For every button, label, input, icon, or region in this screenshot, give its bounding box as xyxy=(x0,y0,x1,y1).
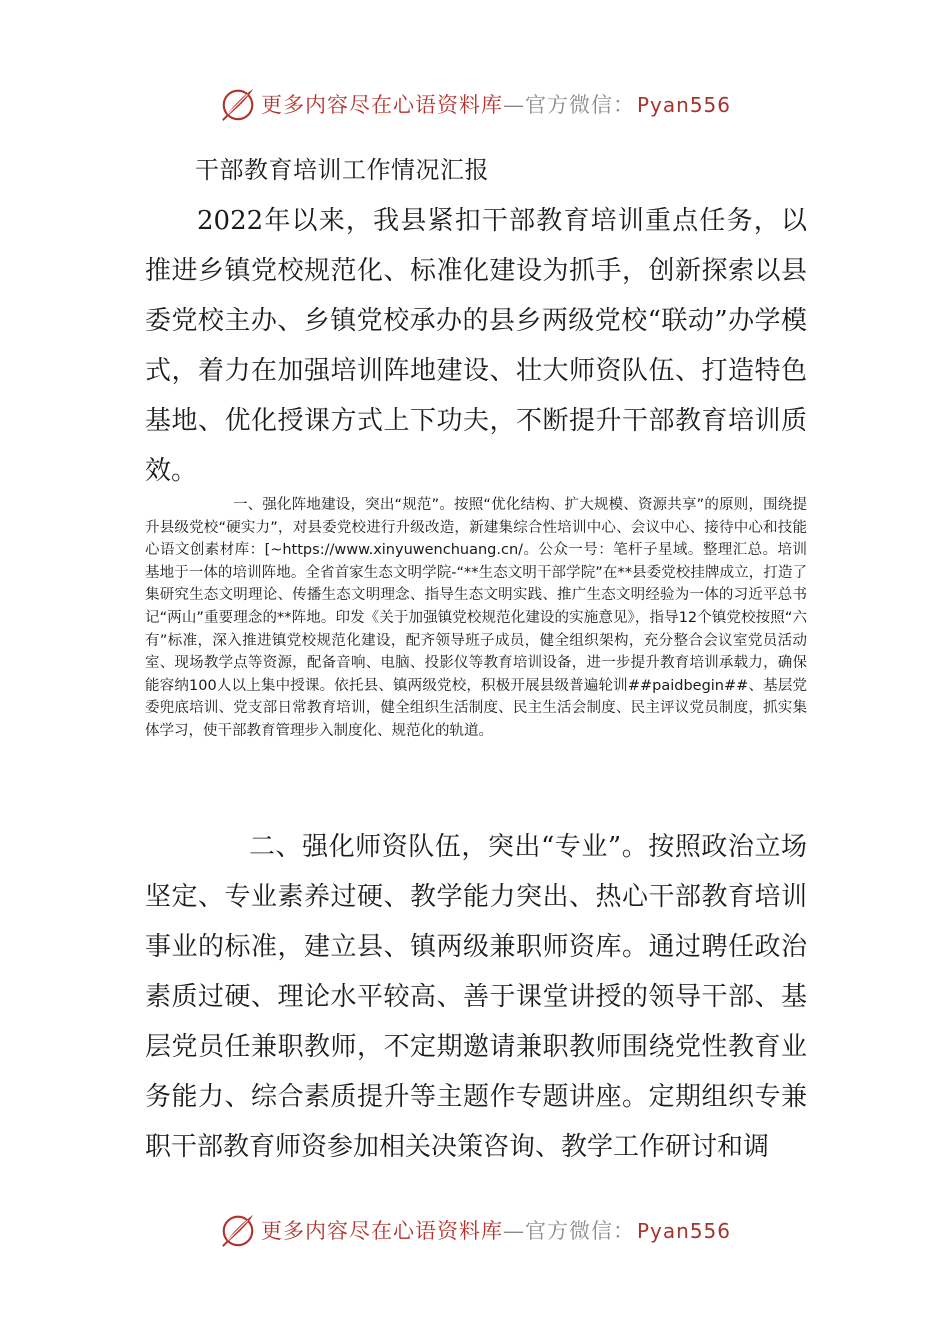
watermark-separator: — xyxy=(502,93,525,117)
watermark-footer xyxy=(0,1210,950,1250)
watermark-main-text: 更多内容尽在心语资料库 xyxy=(260,93,503,117)
watermark-wechat-id: Pyan556 xyxy=(636,1219,731,1243)
quill-logo-icon xyxy=(219,85,257,123)
watermark-separator: — xyxy=(502,1219,525,1243)
watermark-header xyxy=(0,84,950,124)
quill-logo-icon xyxy=(219,1211,257,1249)
watermark-label: 官方微信： xyxy=(524,1219,635,1243)
watermark-label: 官方微信： xyxy=(524,93,635,117)
watermark-text xyxy=(261,89,731,119)
watermark-main-text: 更多内容尽在心语资料库 xyxy=(260,1219,503,1243)
intro-paragraph: 2022年以来，我县紧扣干部教育培训重点任务，以推进乡镇党校规范化、标准化建设为抓手，创新探索以县委党校主办、乡镇党校承办的县乡两级党校“联动”办学模式，着力在加强培训阵地建设、壮大师资队伍、打造特色基地、优化授课方式上下功夫，不断提升干部教育培训质效。 xyxy=(145,206,807,486)
document-title: 干部教育培训工作情况汇报 xyxy=(195,156,489,184)
watermark-text xyxy=(261,1215,731,1245)
watermark-wechat-id: Pyan556 xyxy=(636,93,731,117)
section-one-paragraph: 一、强化阵地建设，突出“规范”。按照“优化结构、扩大规模、资源共享”的原则，围绕提升县级党校“硬实力”，对县委党校进行升级改造，新建集综合性培训中心、会议中心、接待中心和技能心语文创素材库：[~https://www.xinyuwenchuang.cn/。公众一号：笔杆子星域。整理汇总。培训基地于一体的培训阵地。全省首家生态文明学院-“**生态文明干部学院”在**县委党校挂牌成立，打造了集研究生态文明理论、传播生态文明理念、指导生态文明实践、推广生态文明经验为一体的习近平总书记“两山”重要理念的**阵地。印发《关于加强镇党校规范化建设的实施意见》，指导12个镇党校按照“六有”标准，深入推进镇党校规范化建设，配齐领导班子成员，健全组织架构，充分整合会议室党员活动室、现场教学点等资源，配备音响、电脑、投影仪等教育培训设备，进一步提升教育培训承载力，确保能容纳100人以上集中授课。依托县、镇两级党校，积极开展县级普遍轮训##paidbegin##、基层党委兜底培训、党支部日常教育培训，健全组织生活制度、民主生活会制度、民主评议党员制度，抓实集体学习，使干部教育管理步入制度化、规范化的轨道。 xyxy=(145,497,807,739)
section-two-paragraph: 二、强化师资队伍，突出“专业”。按照政治立场坚定、专业素养过硬、教学能力突出、热心干部教育培训事业的标准，建立县、镇两级兼职师资库。通过聘任政治素质过硬、理论水平较高、善于课堂讲授的领导干部、基层党员任兼职教师，不定期邀请兼职教师围绕党性教育业务能力、综合素质提升等主题作专题讲座。定期组织专兼职干部教育师资参加相关决策咨询、教学工作研讨和调 xyxy=(145,832,807,1162)
